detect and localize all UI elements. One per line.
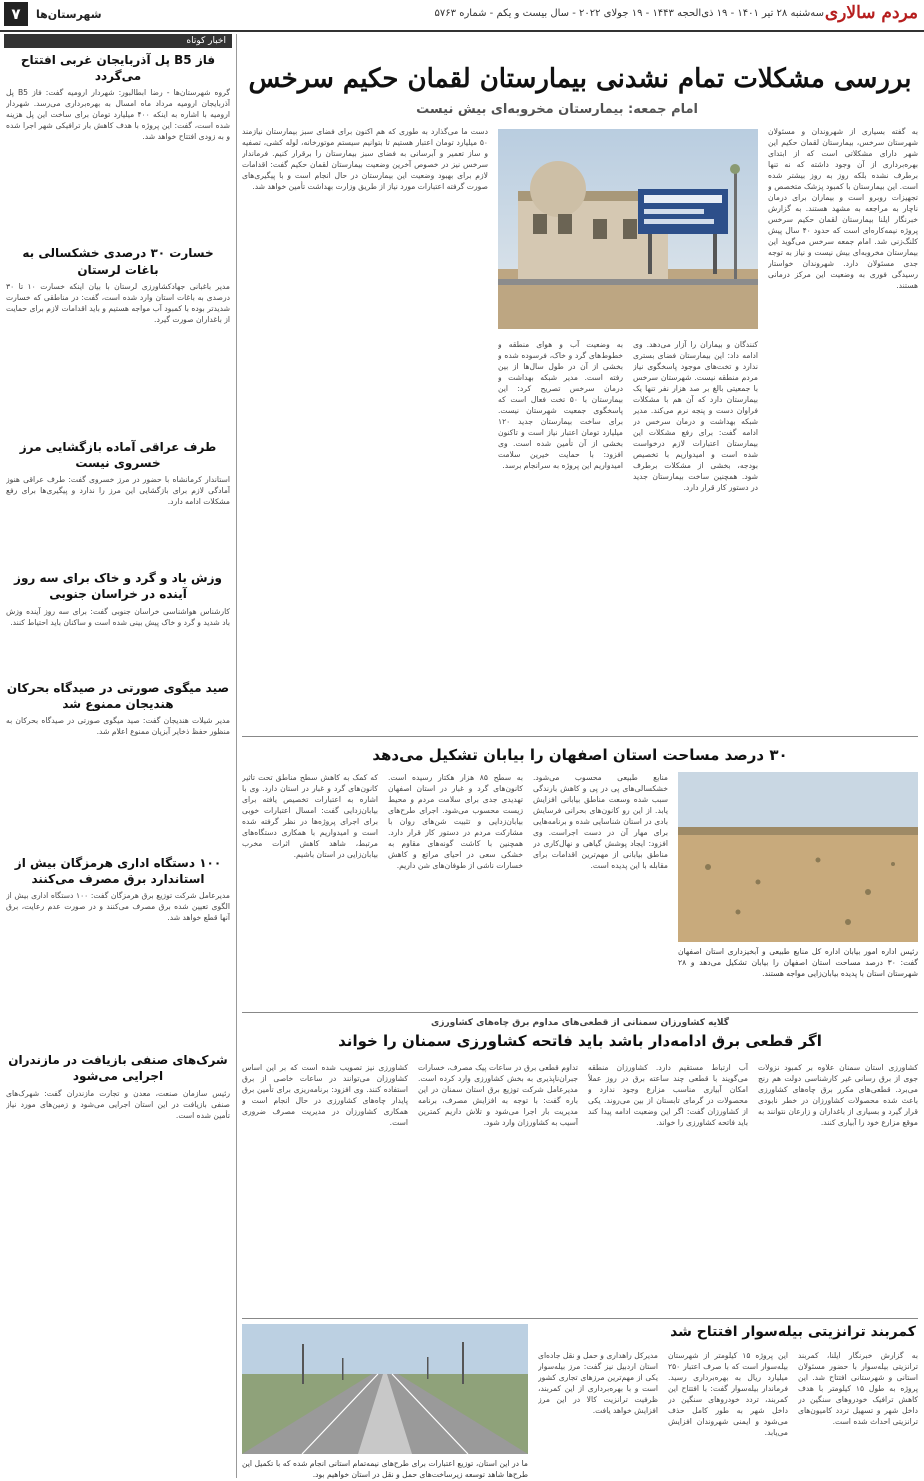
bilesavar-column: این پروژه ۱۵ کیلومتر از شهرستان بیله‌سوار است که با صرف اعتبار ۲۵۰ میلیارد ریال به بهره‌برداری رسید. فرماندار بیله‌سوار گفت: با افتتاح این کمربند، تردد خودروهای سنگین در داخل شهر به طور کامل حذف می‌شود و ایمنی شهروندان افزایش می‌یابد. [668,1351,788,1437]
side-news-body: گروه شهرستان‌ها - رضا ابطالبور: شهردار ارومیه گفت: فاز B5 پل آذربایجان ارومیه مرداد ماه امسال به بهره‌برداری می‌رسد. شهردار ارومیه با اشاره به اینکه ۴۰۰ میلیارد تومان برای ساخت این پل هزینه شده است، گفت: این پروژه با هدف کاهش بار ترافیکی شهر اجرا شده و به زودی افتتاح خواهد شد. [6,88,230,142]
side-news-body: مدیرعامل شرکت توزیع برق هرمزگان گفت: ۱۰۰ دستگاه اداری بیش از الگوی تعیین شده برق مصرف می‌کنند و در صورت عدم رعایت، برق آنها قطع خواهد شد. [6,891,230,923]
lead-column: به گفته بسیاری از شهروندان و مسئولان شهرستان سرخس، بیمارستان لقمان حکیم این شهر دارای مشکلاتی است که از ابتدای بهره‌برداری از آن وجود داشته که نه تنها برطرف نشده بلکه روز به روز بیشتر شده است. این بیمارستان با کمبود پزشک متخصص و تجهیزات روبرو است و بیماران برای درمان ناچار به مراجعه به مشهد هستند. به گزارش خبرنگار ایلنا بیمارستان لقمان حکیم سرخس پروژه نیمه‌کاره‌ای است که حدود ۴۰ سال پیش کلنگ‌زنی شد. امام جمعه سرخس می‌گوید این بیمارستان مخروبه‌ای بیش نیست و نیاز به توجه جدی مسئولان دارد. شهروندان خواستار رسیدگی فوری به وضعیت این مرکز درمانی هستند. [768,127,918,290]
side-news-item [6,439,230,562]
isfahan-column: به سطح ۸۵ هزار هکتار رسیده است. کانون‌های گرد و غبار در استان اصفهان تهدیدی جدی برای سلامت مردم و محیط زیست محسوب می‌شود. اجرای طرح‌های بیابان‌زدایی و تثبیت شن‌های روان با مشارکت مردم در دستور کار قرار دارد. همچنین با کاشت گونه‌های مقاوم به خشکی سعی در احیای مراتع و کاهش خسارات ناشی از طوفان‌های شن داریم. [388,773,523,870]
lead-column: کنندگان و بیماران را آزار می‌دهد. وی ادامه داد: این بیمارستان فضای بستری ندارد و تخت‌های موجود پاسخگوی نیاز مردم منطقه نیست. شهرستان سرخس با جمعیتی بالغ بر صد هزار نفر تنها یک بیمارستان دارد که آن هم با مشکلات فراوان دست و پنجه نرم می‌کند. مدیر شبکه بهداشت و درمان سرخس در ادامه گفت: برای رفع مشکلات این بیمارستان اعتبارات لازم درخواست شده است و امیدواریم با تخصیص بودجه، بخشی از مشکلات برطرف شود. همچنین ساخت بیمارستان جدید در دستور کار قرار دارد. [633,340,758,492]
semnan-column: کشاورزی استان سمنان علاوه بر کمبود نزولات جوی از برق رسانی غیر کارشناسی دولت هم رنج می‌برد. قطعی‌های مکرر برق چاه‌های کشاورزی باعث شده محصولات کشاورزان در خطر نابودی قرار گیرد و بسیاری از باغداران و زارعان نتوانند به موقع مزارع خود را آبیاری کنند. [758,1063,918,1127]
side-news-title: طرف عراقی آماده بازگشایی مرز خسروی نیست [19,439,217,470]
semnan-column: آب ارتباط مستقیم دارد. کشاورزان منطقه می‌گویند با قطعی چند ساعته برق در روز عملاً امکان آبیاری مناسب مزارع وجود ندارد و محصولات در گرمای تابستان از بین می‌روند. یکی از کشاورزان گفت: اگر این وضعیت ادامه پیدا کند باید فاتحه کشاورزی را خواند. [588,1063,748,1127]
bilesavar-caption: ما در این استان، توزیع اعتبارات برای طرح‌های نیمه‌تمام استانی انجام شده که با تکمیل این طرح‌ها شاهد توسعه زیرساخت‌های حمل و نقل در استان خواهیم بود. [242,1459,528,1479]
semnan-headline: اگر قطعی برق ادامه‌دار باشد باید فاتحه کشاورزی سمنان را خواند [338,1032,822,1050]
hospital-photo [498,129,758,329]
bilesavar-column: به گزارش خبرنگار ایلنا، کمربند ترانزیتی بیله‌سوار با حضور مسئولان استانی و شهرستانی افتتاح شد. این پروژه به طول ۱۵ کیلومتر با هدف کاهش ترافیک خودروهای سنگین در داخل شهر و تسهیل تردد کامیون‌های ترانزیتی احداث شده است. [798,1351,918,1426]
desert-photo-illustration [678,772,918,942]
desert-photo [678,772,918,942]
side-news-item [6,570,230,671]
page-number: ۷ [4,2,28,26]
isfahan-headline: ۳۰ درصد مساحت استان اصفهان را بیابان تشکیل می‌دهد [372,746,788,764]
page-section-name: شهرستان‌ها [36,8,102,21]
newspaper-brand: مردم سالاری [824,3,918,23]
side-news-item [6,52,230,237]
main-content [242,34,918,1478]
side-news-body: استاندار کرمانشاه با حضور در مرز خسروی گفت: طرف عراقی هنوز آمادگی لازم برای بازگشایی این مرز را ندارد و پیگیری‌ها برای رفع مشکلات ادامه دارد. [6,475,230,507]
dateline: سه‌شنبه ۲۸ تیر ۱۴۰۱ - ۱۹ ذی‌الحجه ۱۴۴۳ - ۱۹ جولای ۲۰۲۲ - سال بیست و یکم - شماره ۵۷۶۳ [434,8,824,19]
side-news-item [6,245,230,430]
side-news-item [6,1052,230,1237]
hospital-photo-illustration [498,129,758,329]
desert-photo-caption: رئیس اداره امور بیابان اداره کل منابع طبیعی و آبخیزداری استان اصفهان گفت: ۳۰ درصد مساحت استان اصفهان را بیابان تشکیل می‌دهد و ۲۸ شهرستان استان با پدیده بیابان‌زایی مواجه هستند. [678,947,919,978]
section-divider [242,1318,918,1319]
section-divider [242,736,918,737]
lead-column: به وضعیت آب و هوای منطقه و خطوط‌های گرد و خاک، فرسوده شده و بخشی از آن در طول سال‌ها از بین رفته است. مدیر شبکه بهداشت و درمان سرخس تصریح کرد: این بیمارستان با ۵۰ تخت فعال است که پاسخگوی جمعیت شهرستان نیست. برای ساخت بیمارستان جدید ۱۲۰ میلیارد تومان اعتبار نیاز است و تاکنون بخشی از آن تأمین شده است. وی افزود: با حمایت خیرین سلامت امیدواریم این پروژه به سرانجام برسد. [498,340,623,470]
side-news-body: کارشناس هواشناسی خراسان جنوبی گفت: برای سه روز آینده وزش باد شدید و گرد و خاک پیش بینی شده است و ساکنان باید احتیاط کنند. [6,606,230,627]
lead-headline: بررسی مشکلات تمام نشدنی بیمارستان لقمان حکیم سرخس [248,64,912,94]
side-news-title: وزش باد و گرد و خاک برای سه روز آینده در خراسان جنوبی [14,571,222,602]
sidebar-short-news [0,34,237,1478]
bilesavar-headline: کمربند ترانزیتی بیله‌سوار افتتاح شد [670,1324,916,1340]
side-news-item [6,855,230,1044]
side-news-title: خسارت ۳۰ درصدی خشکسالی به باغات لرستان [22,246,214,277]
sidebar-label: اخبار کوتاه [4,34,232,48]
side-news-item [6,680,230,847]
side-news-body: مدیر باغبانی جهادکشاورزی لرستان با بیان اینکه خسارت ۱۰ تا ۳۰ درصدی به باغات استان وارد شده است، گفت: در مناطقی که خسارت شدیدتر بوده با کمبود آب مواجه هستیم و باید اقدامات لازم برای حمایت از باغداران صورت گیرد. [6,281,230,324]
semnan-column: تداوم قطعی برق در ساعات پیک مصرف، خسارات جبران‌ناپذیری به بخش کشاورزی وارد کرده است. مدیرعامل شرکت توزیع برق استان سمنان در این باره گفت: با توجه به افزایش مصرف، برنامه مدیریت بار اجرا می‌شود و تلاش داریم کمترین آسیب به کشاورزان وارد شود. [418,1063,578,1127]
semnan-kicker: گلایه کشاورزان سمنانی از قطعی‌های مداوم برق چاه‌های کشاورزی [431,1018,729,1028]
page-header [0,0,924,32]
lead-subheadline: امام جمعه: بیمارستان مخروبه‌ای بیش نیست [416,102,698,117]
section-divider [242,1012,918,1013]
semnan-column: کشاورزی نیز تصویب شده است که بر این اساس کشاورزان می‌توانند در ساعات خاصی از برق استفاده کنند. وی افزود: برنامه‌ریزی برای تأمین برق پایدار چاه‌های کشاورزی در حال انجام است و همکاری کشاورزان در مدیریت مصرف ضروری است. [242,1063,408,1127]
side-news-title: صید میگوی صورتی در صیدگاه بحرکان هندیجان ممنوع شد [6,680,230,711]
highway-photo-illustration [242,1324,528,1454]
isfahan-column: منابع طبیعی محسوب می‌شود. خشکسالی‌های پی در پی و کاهش بارندگی سبب شده وسعت مناطق بیابانی افزایش یابد. از این رو کانون‌های بحرانی فرسایش بادی در استان شناسایی شده و برنامه‌هایی برای مهار آن در دست اجراست. وی افزود: ایجاد پوشش گیاهی و نهال‌کاری در مناطق بیابانی از مهم‌ترین اقدامات برای مقابله با این پدیده است. [533,773,668,870]
highway-photo [242,1324,528,1454]
bilesavar-column: مدیرکل راهداری و حمل و نقل جاده‌ای استان اردبیل نیز گفت: مرز بیله‌سوار یکی از مهم‌ترین مرزهای تجاری کشور است و با بهره‌برداری از این کمربند، ظرفیت ترانزیت کالا در این مرز افزایش خواهد یافت. [538,1351,658,1415]
side-news-body: رئیس سازمان صنعت، معدن و تجارت مازندران گفت: شهرک‌های صنفی بازیافت در این استان اجرایی می‌شود و زمین‌های مورد نیاز تأمین شده است. [6,1088,230,1120]
side-news-body: مدیر شیلات هندیجان گفت: صید میگوی صورتی در صیدگاه بحرکان به منظور حفظ ذخایر آبزیان ممنوع اعلام شد. [6,715,230,736]
isfahan-column: که کمک به کاهش سطح مناطق تحت تاثیر کانون‌های گرد و غبار در استان دارد. وی با اشاره به اعتبارات تخصیص یافته برای بیابان‌زدایی گفت: امسال اعتبارات خوبی برای اجرای پروژه‌ها در نظر گرفته شده است و امیدواریم با همکاری دستگاه‌های مرتبط، شاهد کاهش اثرات مخرب بیابان‌زایی در استان باشیم. [242,773,378,859]
side-news-title: فاز B5 پل آذربایجان غربی افتتاح می‌گردد [20,53,216,84]
side-news-title: ۱۰۰ دستگاه اداری هرمزگان بیش از استاندارد برق مصرف می‌کنند [14,855,222,887]
side-news-title: شرک‌های صنفی بازیافت در مازندران اجرایی می‌شود [8,1053,228,1084]
lead-column: دست ما می‌گذارد به طوری که هم اکنون برای فضای سبز بیمارستان نیازمند ۵۰ میلیارد تومان اعتبار هستیم تا بتوانیم سیستم موتورخانه، لوله کشی، تصفیه و ساز تعمیر و آبرسانی به فضای سبز بیمارستان را برقرار کنیم. فرماندار سرخس نیز در خصوص آخرین وضعیت بیمارستان لقمان حکیم گفت: اقدامات لازم برای بهبود وضعیت این بیمارستان در حال انجام است و با پیگیری‌های صورت گرفته اعتبارات مورد نیاز از طریق وزارت بهداشت تأمین خواهد شد. [242,127,488,191]
